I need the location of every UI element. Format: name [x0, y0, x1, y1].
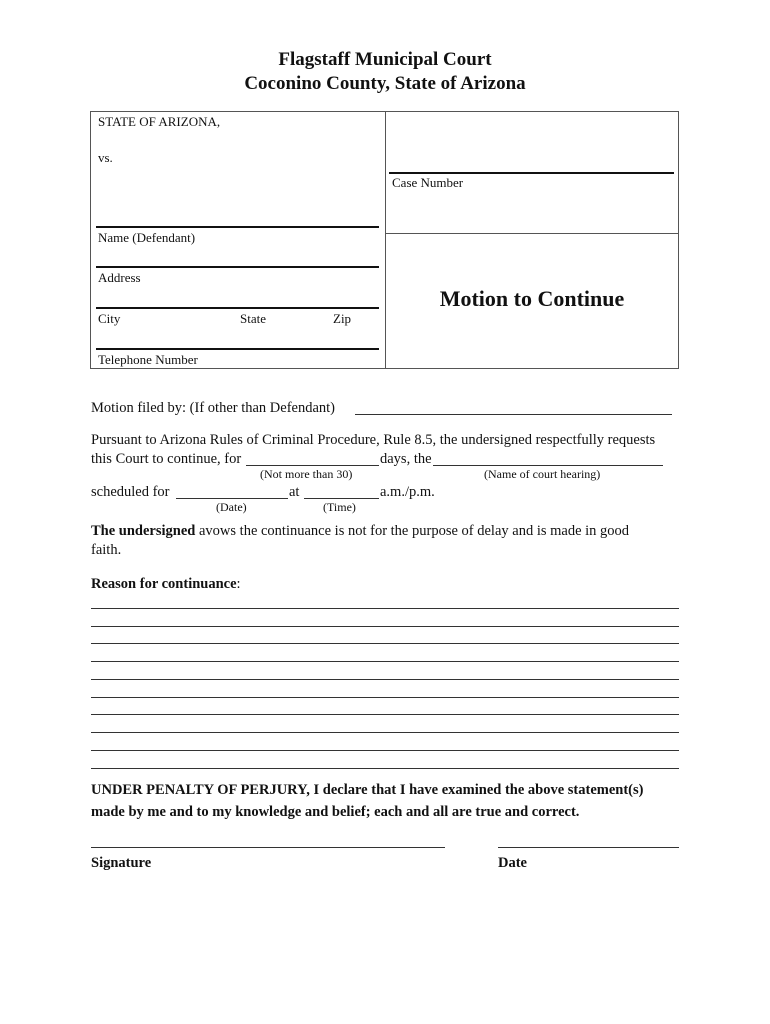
- reason-line[interactable]: [91, 732, 679, 733]
- reason-line[interactable]: [91, 661, 679, 662]
- ampm-label: a.m./p.m.: [380, 484, 435, 500]
- plaintiff-label: STATE OF ARIZONA,: [98, 114, 221, 129]
- county-name: Coconino County, State of Arizona: [244, 73, 526, 94]
- at-label: at: [289, 484, 300, 500]
- signature-label: Signature: [91, 855, 152, 871]
- perjury-line1: UNDER PENALTY OF PERJURY, I declare that I have examined the above statement(s): [91, 782, 644, 798]
- date-line[interactable]: [498, 847, 679, 848]
- time-caption: (Time): [323, 500, 356, 514]
- city-label: City: [98, 311, 121, 326]
- not-more-than-caption: (Not more than 30): [260, 467, 353, 481]
- zip-label: Zip: [333, 311, 352, 326]
- city-state-zip-line[interactable]: [96, 307, 379, 309]
- date-caption: (Date): [216, 500, 247, 514]
- reason-line[interactable]: [91, 697, 679, 698]
- filed-by-line[interactable]: [355, 414, 672, 415]
- vs-label: vs.: [98, 150, 113, 165]
- signature-line[interactable]: [91, 847, 445, 848]
- reason-line[interactable]: [91, 768, 679, 769]
- court-hearing-line[interactable]: [433, 465, 663, 466]
- reason-colon: :: [236, 576, 241, 592]
- avows-bold: The undersigned: [91, 523, 196, 539]
- avows-statement-line1: [91, 523, 629, 540]
- address-label: Address: [98, 270, 141, 285]
- caption-divider-vertical: [385, 111, 386, 369]
- reason-bold: Reason for continuance: [91, 576, 237, 592]
- state-label: State: [240, 311, 266, 326]
- reason-line[interactable]: [91, 714, 679, 715]
- court-hearing-caption: (Name of court hearing): [484, 467, 601, 481]
- reason-line[interactable]: [91, 643, 679, 644]
- scheduled-date-line[interactable]: [176, 498, 288, 499]
- reason-line[interactable]: [91, 679, 679, 680]
- case-number-label: Case Number: [392, 175, 464, 190]
- defendant-name-line[interactable]: [96, 226, 379, 228]
- perjury-line2: made by me and to my knowledge and belief; each and all are true and correct.: [91, 804, 580, 820]
- reason-line[interactable]: [91, 626, 679, 627]
- reason-line[interactable]: [91, 750, 679, 751]
- reason-line[interactable]: [91, 608, 679, 609]
- pursuant-text-line2a: this Court to continue, for: [91, 451, 242, 467]
- scheduled-for-label: scheduled for: [91, 484, 170, 500]
- pursuant-text-line2b: days, the: [380, 451, 432, 467]
- motion-title: Motion to Continue: [439, 286, 625, 311]
- scheduled-time-line[interactable]: [304, 498, 379, 499]
- avows-rest: avows the continuance is not for the purpose of delay and is made in good: [195, 523, 630, 539]
- pursuant-text-line1: Pursuant to Arizona Rules of Criminal Procedure, Rule 8.5, the undersigned respectfully requests: [91, 432, 656, 448]
- court-name: Flagstaff Municipal Court: [278, 49, 492, 70]
- telephone-line[interactable]: [96, 348, 379, 350]
- avows-statement-line2: faith.: [91, 542, 122, 558]
- address-line[interactable]: [96, 266, 379, 268]
- reason-heading: [91, 576, 241, 593]
- telephone-label: Telephone Number: [98, 352, 198, 367]
- case-number-line[interactable]: [389, 172, 674, 174]
- days-line[interactable]: [246, 465, 379, 466]
- filed-by-label: Motion filed by: (If other than Defendant): [91, 400, 336, 416]
- caption-divider-horizontal: [385, 233, 679, 234]
- defendant-name-label: Name (Defendant): [98, 230, 196, 245]
- date-label: Date: [498, 855, 527, 871]
